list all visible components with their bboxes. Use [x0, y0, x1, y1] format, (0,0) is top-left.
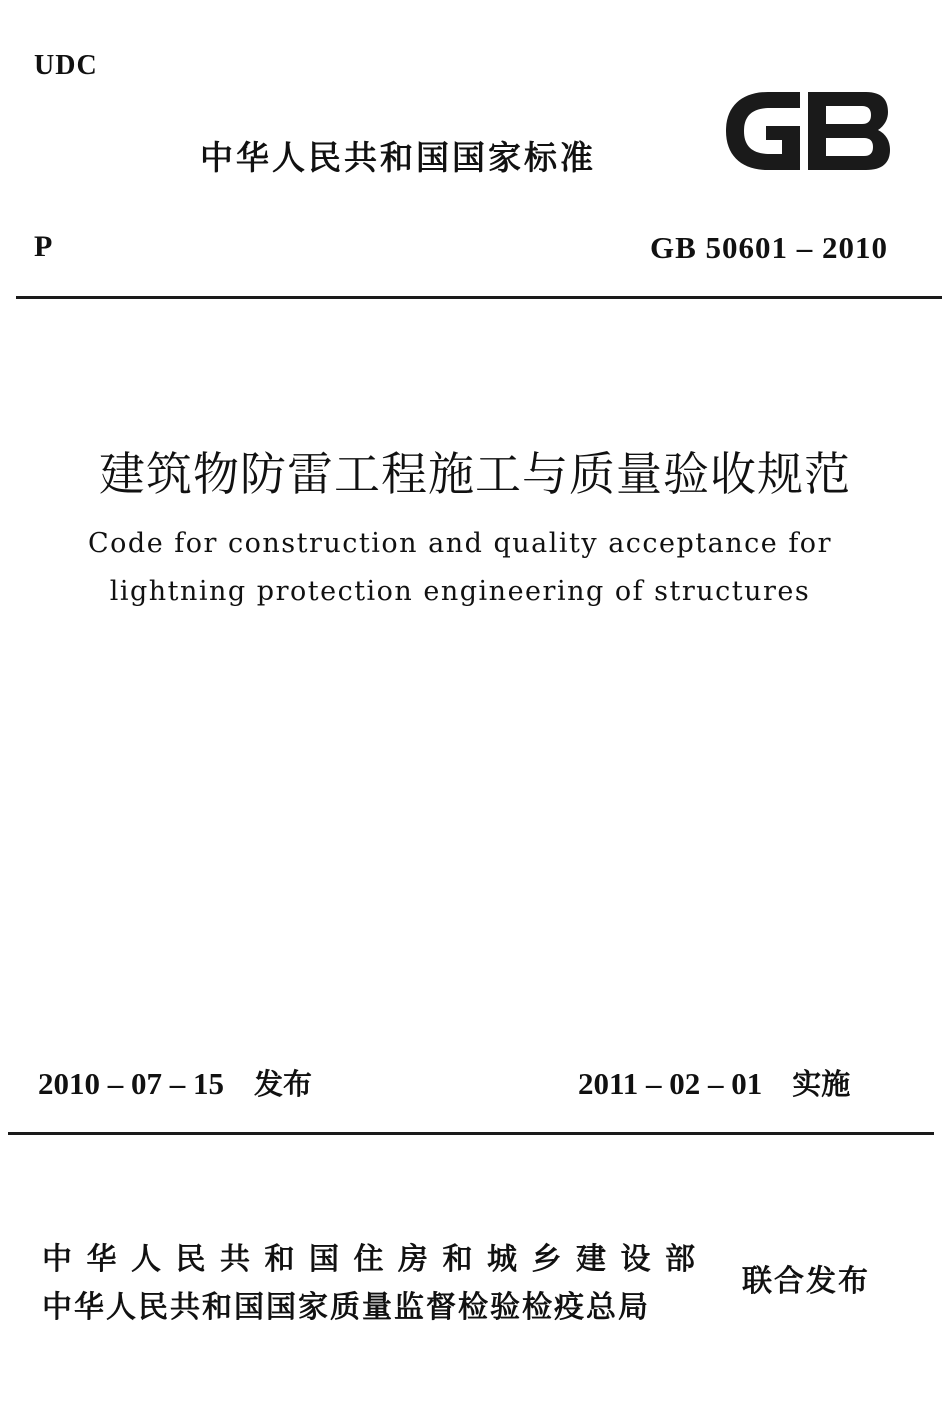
title-english-line2: lightning protection engineering of structures	[109, 576, 811, 607]
publisher-aqsiq: 中华人民共和国国家质量监督检验检疫总局	[42, 1290, 650, 1325]
svg-text:GB: GB	[804, 146, 806, 147]
issue-date-block	[38, 1062, 312, 1103]
gb-logo	[716, 86, 892, 176]
issue-label: 发布	[254, 1067, 313, 1101]
implement-date-block	[578, 1062, 850, 1103]
gb-logo-g	[726, 92, 800, 170]
header-divider	[16, 296, 942, 299]
standard-number: GB 50601 – 2010	[649, 230, 888, 265]
issue-date: 2010 – 07 – 15	[38, 1066, 224, 1101]
implement-label: 实施	[792, 1067, 851, 1101]
national-standard-heading: 中华人民共和国国家标准	[200, 138, 596, 177]
footer-divider	[8, 1132, 934, 1135]
implement-date: 2011 – 02 – 01	[578, 1066, 763, 1101]
joint-issue-label: 联合发布	[742, 1264, 870, 1299]
gb-logo-b	[808, 92, 890, 170]
udc-label: UDC	[34, 50, 98, 81]
category-code: P	[34, 230, 53, 263]
title-chinese: 建筑物防雷工程施工与质量验收规范	[99, 447, 851, 501]
title-english-line1: Code for construction and quality acceptance for	[88, 528, 832, 559]
publisher-mohurd: 中华人民共和国住房和城乡建设部	[42, 1242, 710, 1277]
